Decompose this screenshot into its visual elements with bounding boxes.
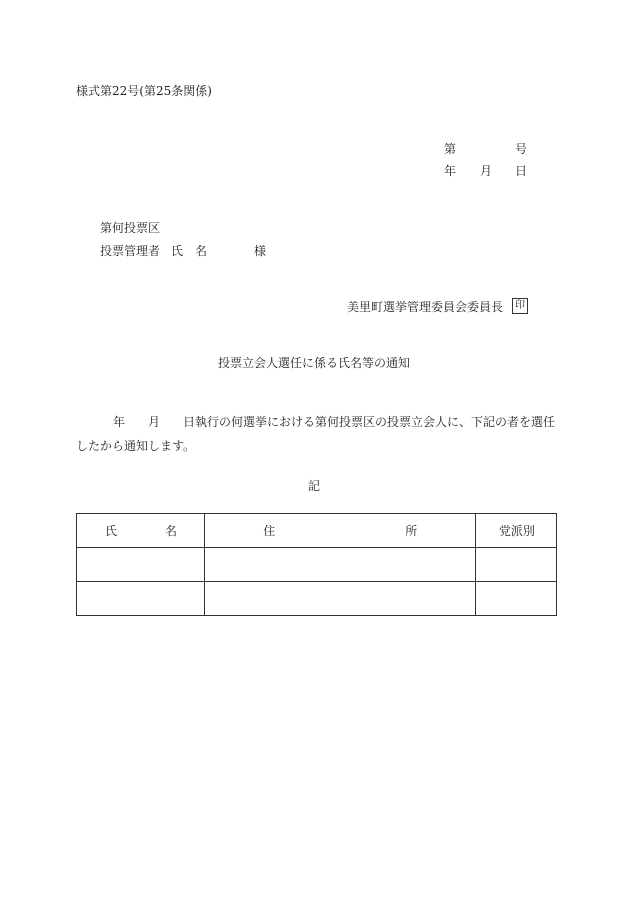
body-year: 年: [113, 415, 126, 429]
table-row: [77, 582, 557, 616]
recipient-honorific: 様: [254, 244, 267, 258]
date-year: 年: [444, 164, 457, 178]
seal-stamp: 印: [512, 298, 528, 314]
recipient-district: 第何投票区: [100, 221, 161, 235]
recipient-name-mei: 名: [195, 244, 208, 258]
cell-name: [77, 582, 205, 616]
body-month: 月: [148, 415, 161, 429]
body-line-2: したから通知します。: [76, 439, 196, 453]
header-party: [475, 514, 556, 548]
sender-name: 美里町選挙管理委員会委員長: [347, 300, 504, 314]
form-number: 様式第22号(第25条関係): [76, 84, 212, 98]
document-title: 投票立会人選任に係る氏名等の通知: [218, 356, 411, 370]
cell-address: [205, 548, 476, 582]
recipient-name-shi: 氏: [171, 244, 184, 258]
recipient-role: 投票管理者: [100, 244, 161, 258]
header-address-ju: 住: [263, 524, 276, 538]
cell-party: [475, 548, 556, 582]
cell-name: [77, 548, 205, 582]
header-name: [77, 514, 205, 548]
header-address-sho: 所: [405, 524, 418, 538]
body-text: 日執行の何選挙における第何投票区の投票立会人に、下記の者を選任: [183, 415, 556, 429]
appointee-table: [76, 513, 557, 616]
header-party-label: 党派別: [498, 524, 535, 538]
header-name-mei: 名: [165, 524, 178, 538]
header-address: [205, 514, 476, 548]
table-row: [77, 548, 557, 582]
cell-party: [475, 582, 556, 616]
header-name-shi: 氏: [105, 524, 118, 538]
table-header-row: [77, 514, 557, 548]
date-month: 月: [480, 164, 493, 178]
doc-number-suffix: 号: [515, 142, 528, 156]
ki-heading: 記: [308, 479, 321, 493]
doc-number-prefix: 第: [444, 142, 457, 156]
date-day: 日: [515, 164, 528, 178]
cell-address: [205, 582, 476, 616]
